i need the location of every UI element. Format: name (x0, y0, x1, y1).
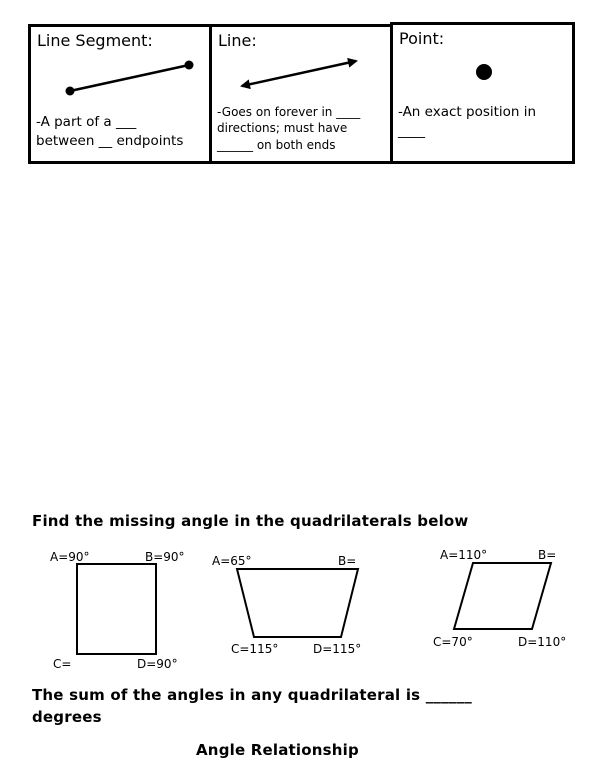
line-segment-title: Line Segment: (37, 31, 153, 50)
square-angle-a: A=90° (50, 550, 90, 564)
point-definition-line1: -An exact position in (398, 104, 537, 120)
trapezoid-angle-b: B= (338, 554, 357, 568)
trapezoid-shape (237, 569, 358, 637)
point-figure (476, 64, 492, 80)
line-segment-definition-line1: -A part of a ___ (36, 114, 137, 130)
parallelogram-shape (454, 563, 551, 629)
trapezoid-angle-d: D=115° (313, 642, 362, 656)
point-title: Point: (399, 29, 445, 48)
square-shape (77, 564, 156, 654)
line-definition-line3: ______ on both ends (217, 138, 336, 152)
point-definition-line2: ____ (398, 123, 425, 139)
parallelogram-angle-c: C=70° (433, 635, 473, 649)
quadrilateral-sum-line2: degrees (32, 708, 102, 726)
parallelogram-angle-d: D=110° (518, 635, 567, 649)
square-angle-d: D=90° (137, 657, 178, 671)
parallelogram-angle-a: A=110° (440, 548, 488, 562)
line-segment-definition-line2: between __ endpoints (36, 133, 184, 149)
trapezoid-angle-c: C=115° (231, 642, 279, 656)
line-title: Line: (218, 31, 257, 50)
quadrilateral-sum-line1: The sum of the angles in any quadrilateral is ______ (32, 686, 472, 704)
line-figure (242, 61, 356, 86)
line-definition-line2: directions; must have (217, 121, 348, 135)
square-angle-b: B=90° (145, 550, 185, 564)
section-heading: Angle Relationship (196, 741, 359, 759)
quadrilateral-prompt: Find the missing angle in the quadrilaterals below (32, 512, 469, 530)
line-segment-figure (66, 61, 194, 96)
parallelogram-angle-b: B= (538, 548, 557, 562)
line-definition-line1: -Goes on forever in ____ (217, 105, 361, 119)
square-angle-c: C= (53, 657, 72, 671)
trapezoid-angle-a: A=65° (212, 554, 252, 568)
